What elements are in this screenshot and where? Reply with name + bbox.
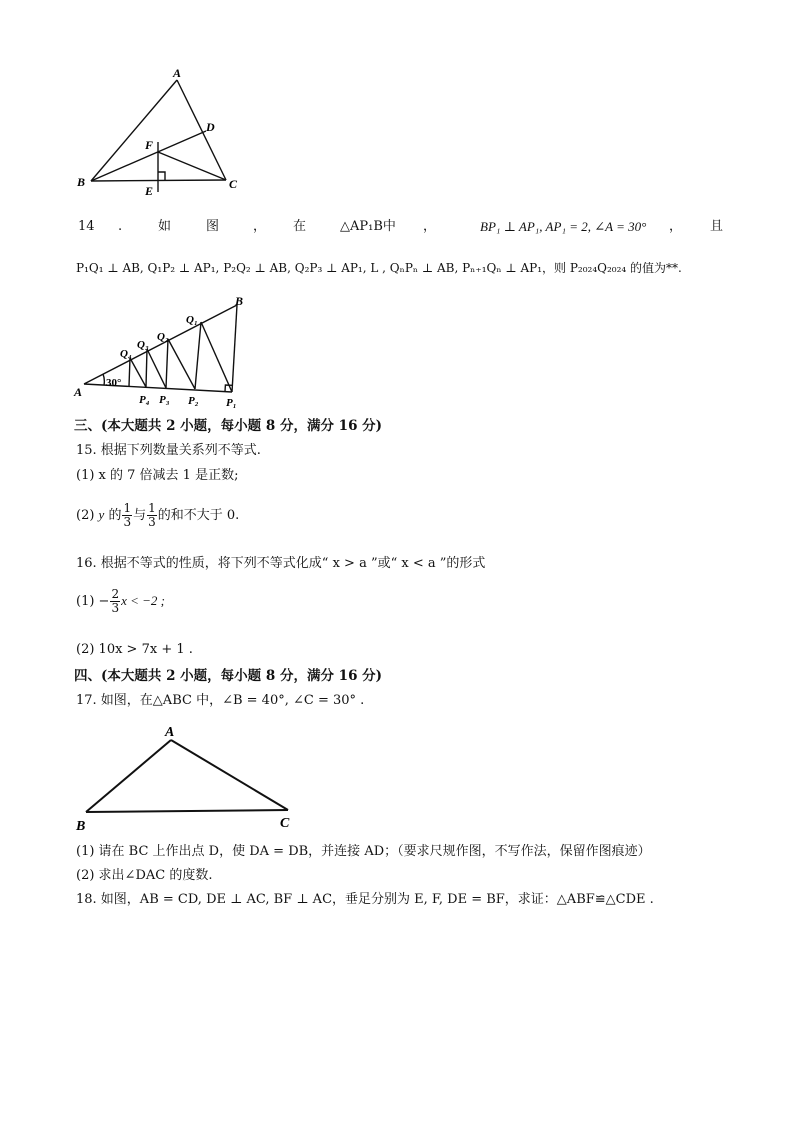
right-angle-mark <box>158 172 165 180</box>
q14-comma-1: ， <box>253 219 267 234</box>
figure-14 <box>70 292 260 412</box>
segment-q3p4 <box>146 349 147 387</box>
fraction-denominator: 3 <box>148 515 156 529</box>
q15-stem: 15. 根据下列数量关系列不等式. <box>76 443 261 458</box>
q15-part-1: (1) x 的 7 倍减去 1 是正数; <box>76 468 239 483</box>
q15-part-2-yu: 与 <box>133 508 147 523</box>
q16-fraction <box>110 588 120 615</box>
q14-triangle: △AP₁B中 <box>340 219 396 234</box>
q16-stem: 16. 根据不等式的性质，将下列不等式化成“ x > a ”或“ x < a ”的形式 <box>76 556 486 571</box>
figure-17 <box>70 720 310 835</box>
q14-comma-3: ， <box>669 219 683 234</box>
segment-q4p5 <box>129 358 130 386</box>
q14-word-4: 且 <box>710 219 724 234</box>
segment-ab <box>86 740 171 812</box>
label-b: B <box>77 175 86 189</box>
fraction-numerator: 2 <box>111 587 120 601</box>
label-angle: 30° <box>106 377 122 389</box>
label-a: A <box>165 725 175 740</box>
label-q3: Q₃ <box>137 339 149 351</box>
q14-word-3: 在 <box>293 219 307 234</box>
q15-variable-y: y <box>98 507 105 522</box>
segment-q1p2 <box>195 322 201 389</box>
label-b: B <box>235 294 244 308</box>
label-f: F <box>145 138 154 152</box>
q16-part-1-suffix: x < −2 ; <box>121 593 165 608</box>
segment-ac <box>171 740 288 810</box>
q16-part-2: (2) 10x > 7x + 1 . <box>76 642 193 657</box>
q15-part-2-suffix: 的和不大于 0. <box>157 508 240 523</box>
label-c: C <box>280 816 290 831</box>
fraction-denominator: 3 <box>123 515 132 529</box>
label-q4: Q₄ <box>120 348 132 360</box>
segment-ac <box>177 80 226 180</box>
label-p3: P₃ <box>159 394 170 406</box>
q15-fraction-2 <box>147 502 157 529</box>
label-a: A <box>173 66 182 80</box>
q18-stem: 18. 如图，AB = CD, DE ⊥ AC, BF ⊥ AC，垂足分别为 E, F, DE = BF，求证：△ABF≌△CDE . <box>76 892 654 907</box>
q15-part-2-prefix: (2) <box>76 508 99 523</box>
q14-word-1: 如 <box>158 219 172 234</box>
q15-part-2-de: 的 <box>104 508 122 523</box>
label-q2: Q₂ <box>157 331 169 343</box>
q17-stem: 17. 如图，在△ABC 中，∠B = 40°, ∠C = 30° . <box>76 693 365 708</box>
q17-part-1: (1) 请在 BC 上作出点 D，使 DA = DB，并连接 AD；（要求尺规作图，不写作法，保留作图痕迹） <box>76 844 651 859</box>
segment-q2p3 <box>166 339 168 388</box>
q15-part-2 <box>76 502 239 529</box>
q14-dot: . <box>118 219 123 234</box>
segment-ab <box>91 80 177 181</box>
q14-line2: P₁Q₁ ⊥ AB, Q₁P₂ ⊥ AP₁, P₂Q₂ ⊥ AB, Q₂P₃ ⊥ AP₁, L , QₙPₙ ⊥ AB, Pₙ₊₁Qₙ ⊥ AP₁，则 P₂₀₂₄Q₂₀₂₄ 的值为**. <box>76 261 682 275</box>
q16-part-1 <box>76 588 165 615</box>
segment-p3q3 <box>147 349 166 388</box>
segment-bp1 <box>232 305 237 392</box>
q14-word-2: 图 <box>206 219 220 234</box>
q14-comma-2: ， <box>423 219 437 234</box>
section-3-title: 三、(本大题共 2 小题，每小题 8 分，满分 16 分) <box>74 418 383 434</box>
label-p1: P₁ <box>226 397 237 409</box>
q15-fraction-1 <box>122 502 132 529</box>
figure-13 <box>72 62 252 197</box>
q14-conditions: BP₁ ⊥ AP₁, AP₁ = 2, ∠A = 30° <box>480 219 647 234</box>
fraction-denominator: 3 <box>111 601 120 615</box>
fraction-numerator: 1 <box>148 501 156 515</box>
label-d: D <box>206 120 215 134</box>
label-p4: P₄ <box>139 394 150 406</box>
segment-p2q2 <box>168 339 195 389</box>
section-4-title: 四、(本大题共 2 小题，每小题 8 分，满分 16 分) <box>74 668 383 684</box>
segment-p1q1 <box>201 322 232 392</box>
label-b: B <box>76 819 86 834</box>
label-c: C <box>229 177 238 191</box>
q16-part-1-prefix: (1) − <box>76 594 110 609</box>
fraction-numerator: 1 <box>123 501 132 515</box>
segment-fc <box>158 152 226 180</box>
q17-part-2: (2) 求出∠DAC 的度数. <box>76 868 213 883</box>
label-e: E <box>145 184 154 197</box>
segment-ab <box>84 305 237 384</box>
label-p2: P₂ <box>188 395 199 407</box>
label-q1: Q₁ <box>186 314 198 326</box>
segment-bc <box>86 810 288 812</box>
angle-arc <box>103 374 104 385</box>
q14-number: 14 <box>78 219 95 234</box>
segment-p4q4 <box>130 358 146 387</box>
label-a: A <box>74 385 83 399</box>
